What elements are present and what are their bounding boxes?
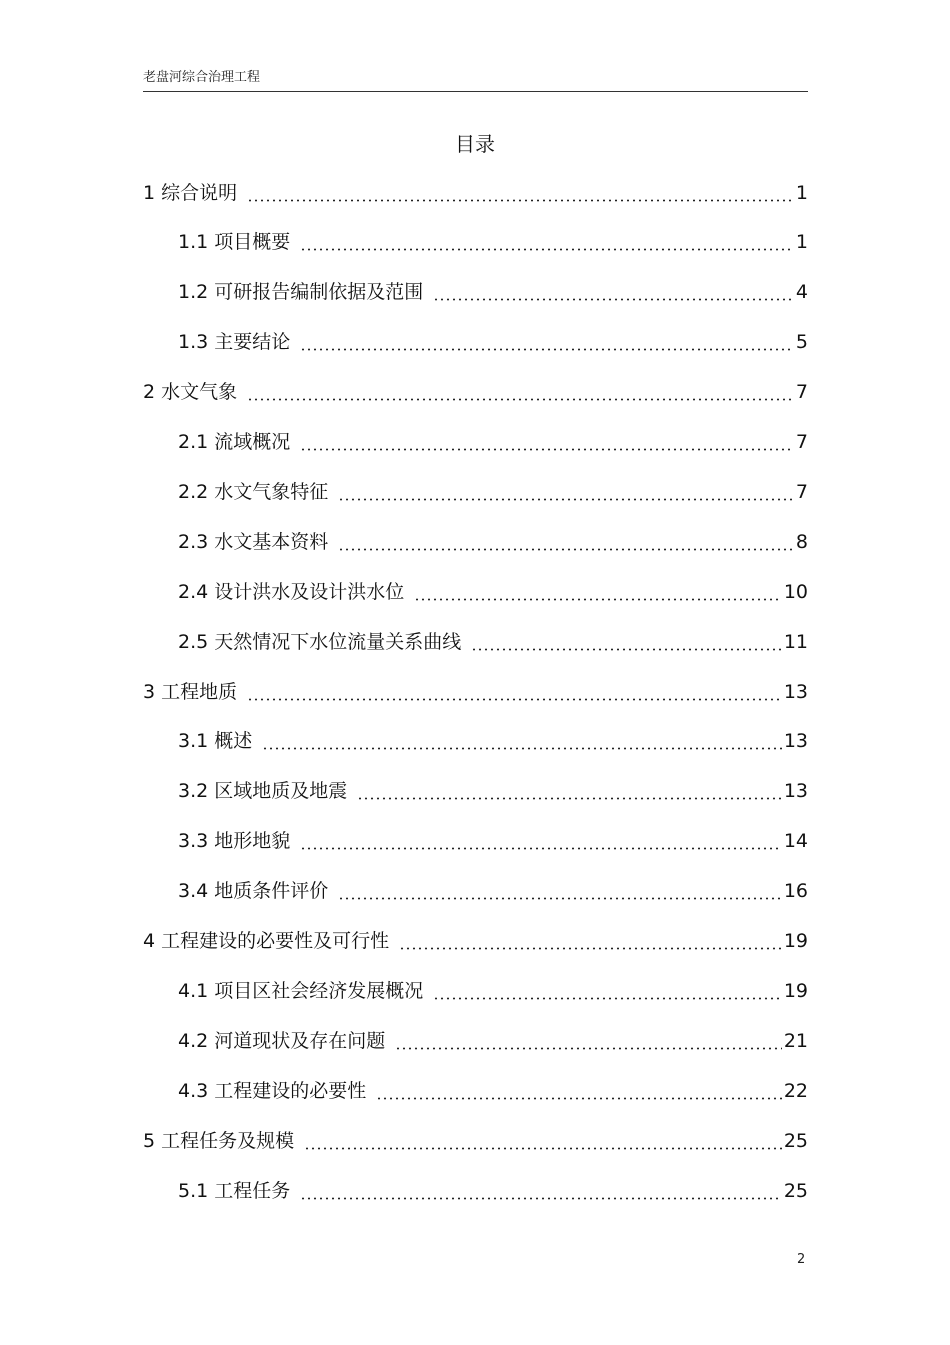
- toc-entry-label: 3.3 地形地貌: [178, 830, 291, 853]
- toc-entry[interactable]: [178, 874, 808, 910]
- toc-entry-label: 4 工程建设的必要性及可行性: [143, 930, 390, 952]
- toc-entry[interactable]: [178, 1073, 808, 1109]
- toc-entry[interactable]: [178, 973, 808, 1009]
- toc-entry-page: 8: [795, 530, 808, 553]
- toc-entry-label: 4.2 河道现状及存在问题: [178, 1029, 386, 1052]
- toc-entry[interactable]: [178, 824, 808, 860]
- toc-entry-label: 2.2 水文气象特征: [178, 480, 329, 503]
- toc-entry-page: 10: [783, 580, 808, 603]
- toc-entry-label: 3.4 地质条件评价: [178, 880, 329, 903]
- toc-entry-label: 3.1 概述: [178, 730, 253, 753]
- toc-entry-page: 1: [795, 181, 808, 204]
- toc-entry[interactable]: [178, 1023, 808, 1059]
- toc-entry[interactable]: [178, 624, 808, 660]
- toc-dot-leader: [471, 648, 782, 651]
- toc-entry-label: 4.1 项目区社会经济发展概况: [178, 979, 424, 1002]
- toc-entry[interactable]: [143, 175, 808, 211]
- toc-dot-leader: [376, 1097, 782, 1100]
- toc-dot-leader: [247, 199, 794, 202]
- toc-entry-page: 19: [783, 930, 808, 952]
- toc-entry-label: 1 综合说明: [143, 181, 238, 204]
- toc-entry[interactable]: [178, 474, 808, 510]
- toc-entry-label: 2.1 流域概况: [178, 431, 291, 453]
- toc-entry-label: 1.1 项目概要: [178, 231, 291, 254]
- toc-entry-label: 5 工程任务及规模: [143, 1129, 295, 1152]
- toc-entry-page: 25: [783, 1129, 808, 1152]
- toc-dot-leader: [433, 298, 794, 301]
- page-number: 2: [797, 1252, 806, 1267]
- toc-entry-page: 13: [783, 780, 808, 803]
- toc-dot-leader: [395, 1047, 782, 1050]
- toc-title: 目录: [455, 132, 495, 156]
- toc-entry-page: 5: [795, 331, 808, 354]
- toc-entry-label: 4.3 工程建设的必要性: [178, 1079, 367, 1102]
- toc-dot-leader: [338, 498, 794, 501]
- toc-entry[interactable]: [143, 674, 808, 710]
- toc-entry-page: 14: [783, 830, 808, 853]
- toc-entry[interactable]: [143, 375, 808, 411]
- toc-entry-page: 22: [783, 1079, 808, 1102]
- toc-entry-page: 13: [783, 680, 808, 703]
- toc-entry-page: 19: [783, 979, 808, 1002]
- toc-dot-leader: [338, 548, 794, 551]
- toc-dot-leader: [247, 398, 794, 401]
- toc-entry[interactable]: [178, 325, 808, 361]
- toc-entry[interactable]: [178, 425, 808, 461]
- toc-entry-label: 5.1 工程任务: [178, 1179, 291, 1202]
- toc-entry-page: 13: [783, 730, 808, 753]
- toc-dot-leader: [300, 348, 794, 351]
- header-divider: [143, 91, 808, 92]
- toc-entry-label: 1.2 可研报告编制依据及范围: [178, 281, 424, 304]
- toc-dot-leader: [433, 997, 782, 1000]
- toc-entry-page: 4: [795, 281, 808, 304]
- running-header: 老盘河综合治理工程: [143, 70, 261, 85]
- toc-dot-leader: [300, 448, 794, 451]
- toc-entry-page: 7: [795, 381, 808, 404]
- toc-entry[interactable]: [143, 924, 808, 960]
- toc-entry[interactable]: [178, 1173, 808, 1209]
- toc-entry-label: 2.5 天然情况下水位流量关系曲线: [178, 630, 462, 653]
- toc-entry-page: 16: [783, 880, 808, 903]
- toc-entry-label: 2 水文气象: [143, 381, 238, 404]
- toc-dot-leader: [300, 1197, 782, 1200]
- toc-dot-leader: [262, 747, 782, 750]
- toc-entry-page: 1: [795, 231, 808, 254]
- toc-entry-label: 2.4 设计洪水及设计洪水位: [178, 580, 405, 603]
- toc-entry[interactable]: [143, 1123, 808, 1159]
- toc-entry-label: 2.3 水文基本资料: [178, 530, 329, 553]
- toc-entry-label: 3 工程地质: [143, 680, 238, 703]
- toc-dot-leader: [357, 797, 782, 800]
- toc-dot-leader: [247, 698, 782, 701]
- toc-dot-leader: [300, 248, 794, 251]
- toc-dot-leader: [300, 847, 782, 850]
- toc-entry-page: 11: [783, 630, 808, 653]
- toc-dot-leader: [304, 1147, 782, 1150]
- toc-entry[interactable]: [178, 774, 808, 810]
- toc-entry[interactable]: [178, 275, 808, 311]
- toc-entry[interactable]: [178, 524, 808, 560]
- toc-entry-page: 25: [783, 1179, 808, 1202]
- toc-dot-leader: [338, 897, 782, 900]
- toc-entry-page: 21: [783, 1029, 808, 1052]
- toc-entry-label: 3.2 区域地质及地震: [178, 780, 348, 803]
- toc-entry-page: 7: [795, 480, 808, 503]
- toc-entry[interactable]: [178, 574, 808, 610]
- toc-entry-label: 1.3 主要结论: [178, 331, 291, 354]
- toc-entry[interactable]: [178, 724, 808, 760]
- toc-dot-leader: [399, 947, 782, 950]
- toc-entry-page: 7: [795, 431, 808, 453]
- toc-entry[interactable]: [178, 225, 808, 261]
- toc-dot-leader: [414, 598, 782, 601]
